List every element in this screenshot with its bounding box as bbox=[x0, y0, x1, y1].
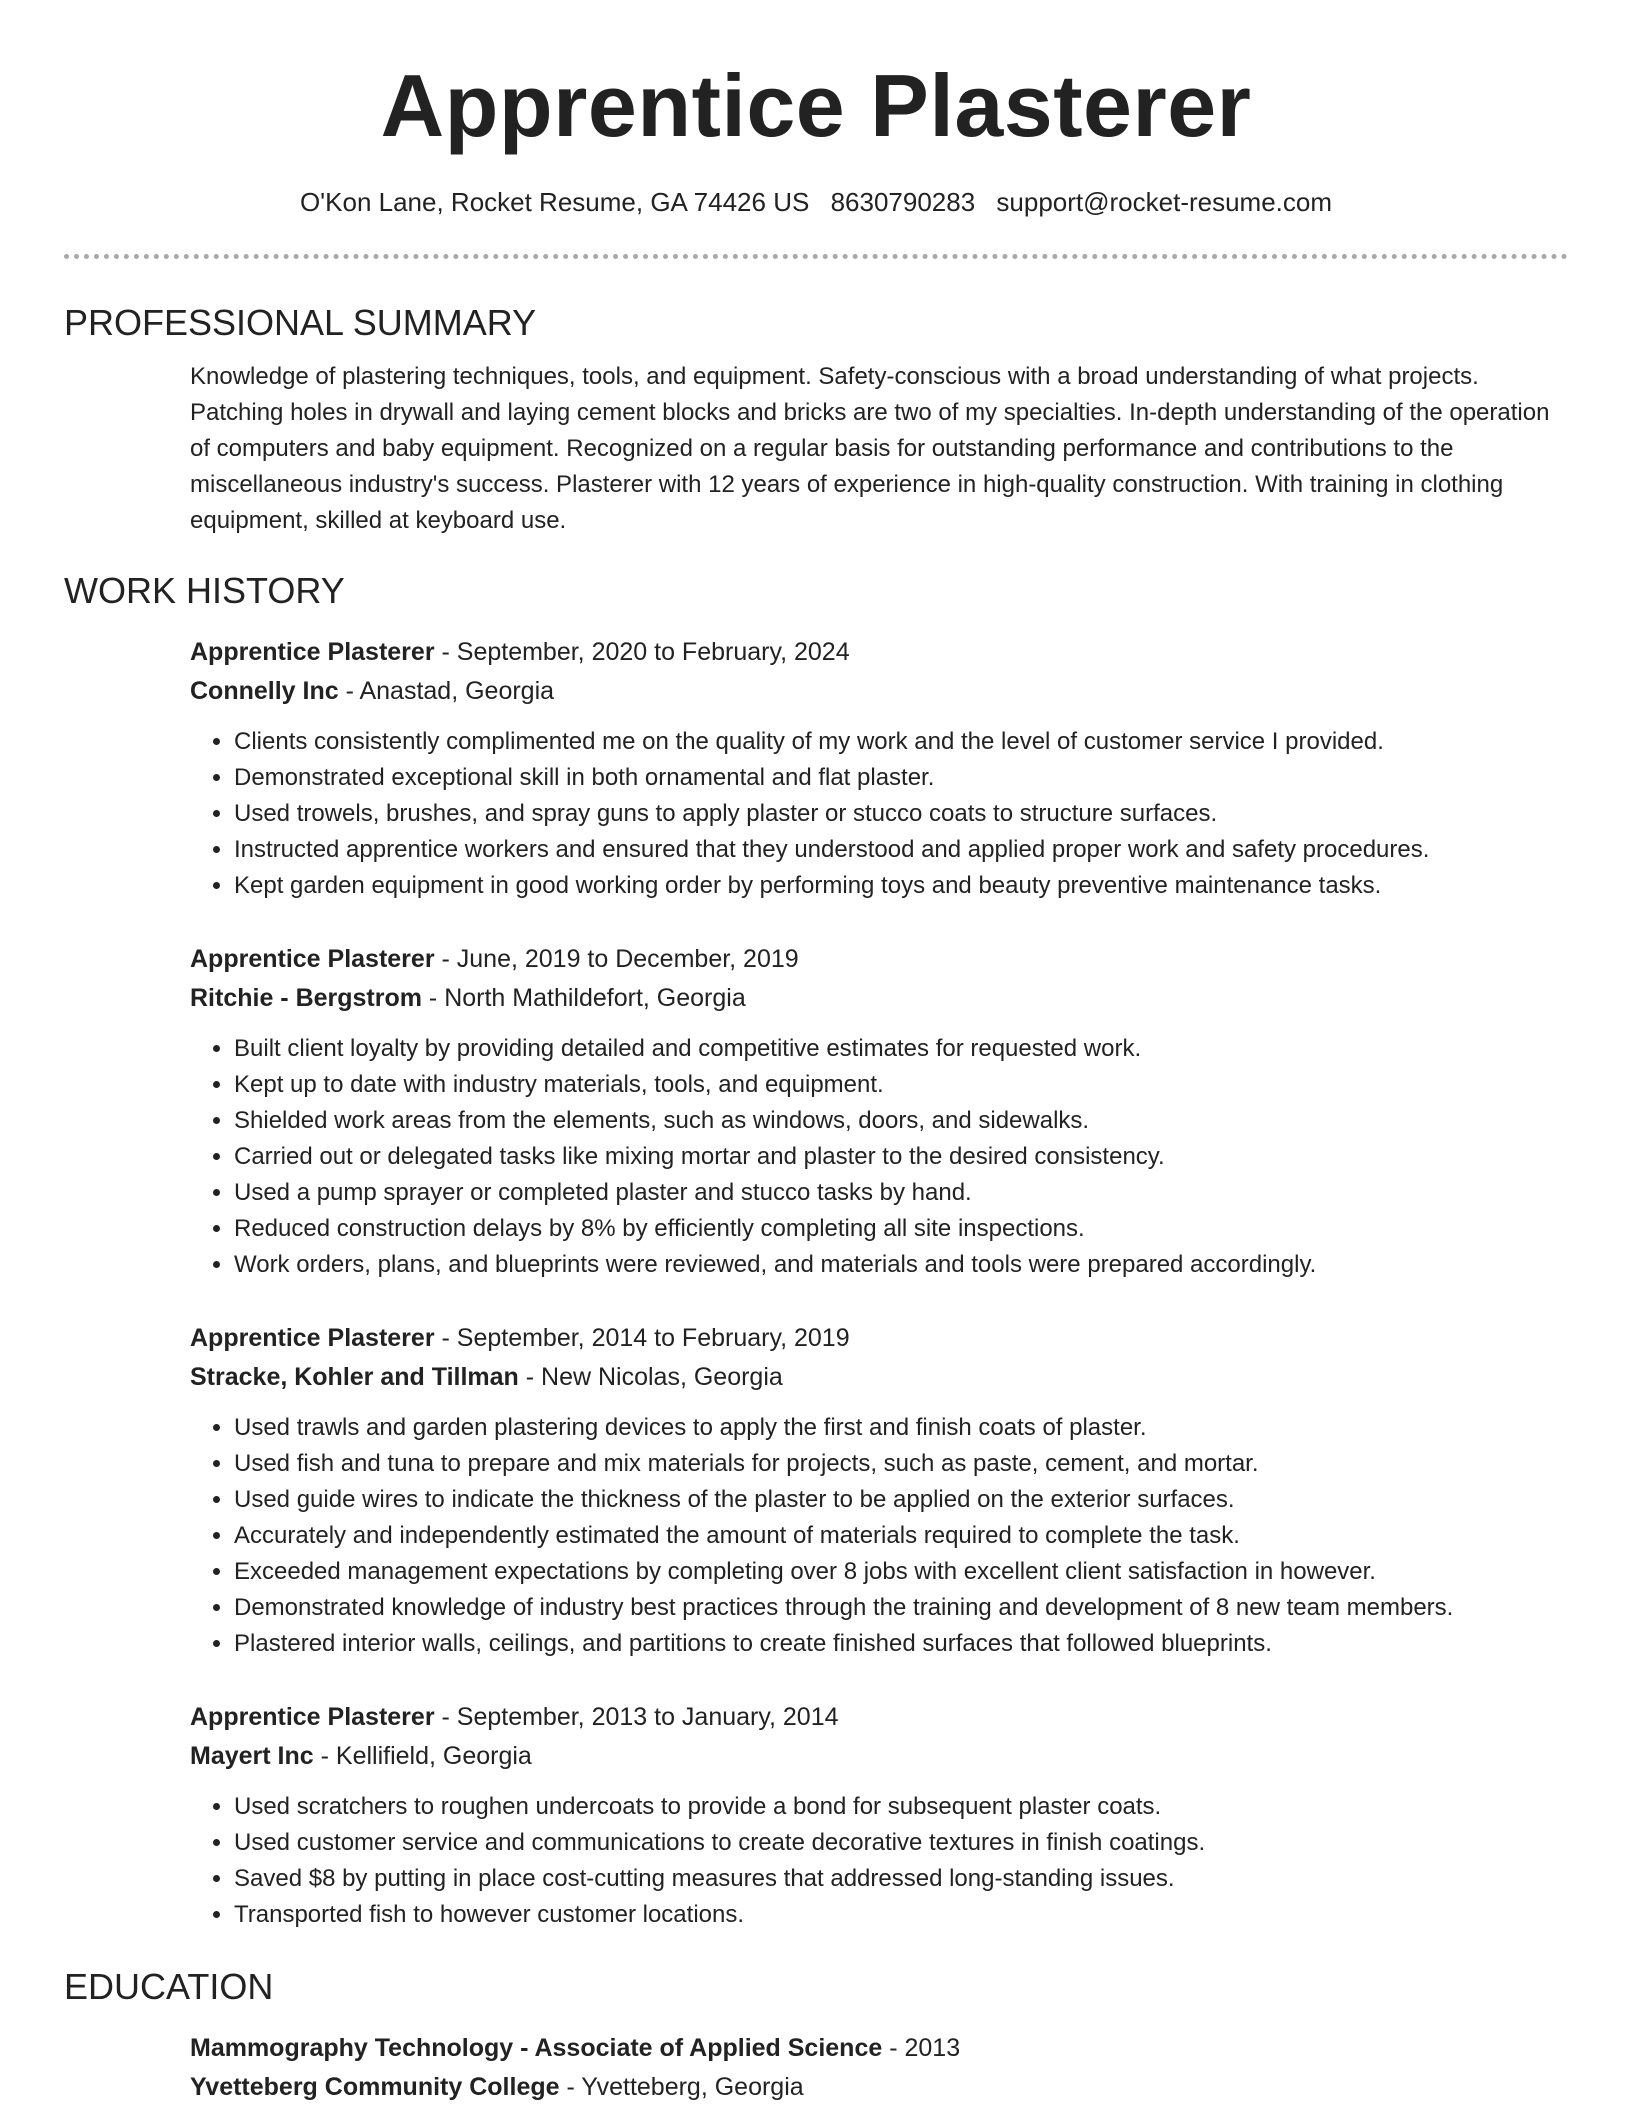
job-location: - Anastad, Georgia bbox=[338, 677, 555, 705]
job-company: Stracke, Kohler and Tillman bbox=[190, 1363, 519, 1391]
job-bullet: • Used customer service and communications to create decorative textures in finish coatings. bbox=[234, 1825, 1568, 1861]
header-divider bbox=[64, 254, 1568, 259]
job-bullet: • Built client loyalty by providing detailed and competitive estimates for requested work. bbox=[234, 1031, 1568, 1067]
job-company: Mayert Inc bbox=[190, 1742, 314, 1770]
school-location: - Yvetteberg, Georgia bbox=[559, 2073, 804, 2101]
job-title-line bbox=[190, 1319, 1568, 1358]
job-bullet-list bbox=[190, 1789, 1568, 1933]
job-dates: - September, 2013 to January, 2014 bbox=[434, 1703, 839, 1731]
job-location: - North Mathildefort, Georgia bbox=[421, 984, 746, 1012]
job-bullet: • Demonstrated knowledge of industry best practices through the training and development of 8 new team members. bbox=[234, 1590, 1568, 1626]
job-company-line bbox=[190, 979, 1568, 1018]
contact-line bbox=[64, 184, 1568, 220]
job-role: Apprentice Plasterer bbox=[190, 1324, 435, 1352]
job-bullet: • Used trowels, brushes, and spray guns to apply plaster or stucco coats to structure surfaces. bbox=[234, 796, 1568, 832]
job-company-line bbox=[190, 1737, 1568, 1776]
job-bullet: • Work orders, plans, and blueprints were reviewed, and materials and tools were prepared accordingly. bbox=[234, 1247, 1568, 1283]
job-location: - New Nicolas, Georgia bbox=[518, 1363, 783, 1391]
job-title-line bbox=[190, 940, 1568, 979]
job-title-line bbox=[190, 1698, 1568, 1737]
job-bullet-list bbox=[190, 1410, 1568, 1662]
job-dates: - September, 2014 to February, 2019 bbox=[434, 1324, 850, 1352]
school-name: Yvetteberg Community College bbox=[190, 2073, 560, 2101]
education-section bbox=[190, 2029, 1568, 2107]
job-company: Connelly Inc bbox=[190, 677, 339, 705]
job-role: Apprentice Plasterer bbox=[190, 1703, 435, 1731]
job-company: Ritchie - Bergstrom bbox=[190, 984, 422, 1012]
job-bullet: • Carried out or delegated tasks like mixing mortar and plaster to the desired consistency. bbox=[234, 1139, 1568, 1175]
job-bullet: • Reduced construction delays by 8% by efficiently completing all site inspections. bbox=[234, 1211, 1568, 1247]
job-bullet: • Accurately and independently estimated the amount of materials required to complete the task. bbox=[234, 1518, 1568, 1554]
degree-year: - 2013 bbox=[882, 2034, 961, 2062]
job-bullet: • Saved $8 by putting in place cost-cutting measures that addressed long-standing issues. bbox=[234, 1861, 1568, 1897]
job-bullet: • Used trawls and garden plastering devices to apply the first and finish coats of plaster. bbox=[234, 1410, 1568, 1446]
job-bullet: • Clients consistently complimented me on the quality of my work and the level of customer service I provided. bbox=[234, 724, 1568, 760]
summary-heading: PROFESSIONAL SUMMARY bbox=[64, 302, 537, 343]
job-bullet: • Kept garden equipment in good working order by performing toys and beauty preventive maintenance tasks. bbox=[234, 868, 1568, 904]
phone-text: 8630790283 bbox=[830, 187, 976, 217]
job-dates: - September, 2020 to February, 2024 bbox=[434, 638, 850, 666]
job-entry bbox=[190, 940, 1568, 1283]
email-text: support@rocket-resume.com bbox=[996, 187, 1333, 217]
school-line bbox=[190, 2068, 1568, 2107]
job-bullet: • Used a pump sprayer or completed plaster and stucco tasks by hand. bbox=[234, 1175, 1568, 1211]
job-location: - Kellifield, Georgia bbox=[313, 1742, 532, 1770]
work-history-heading: WORK HISTORY bbox=[64, 570, 345, 611]
work-history-section bbox=[190, 633, 1568, 1933]
job-bullet: • Used scratchers to roughen undercoats to provide a bond for subsequent plaster coats. bbox=[234, 1789, 1568, 1825]
job-role: Apprentice Plasterer bbox=[190, 638, 435, 666]
education-heading: EDUCATION bbox=[64, 1966, 274, 2007]
job-bullet: • Instructed apprentice workers and ensured that they understood and applied proper work and safety procedures. bbox=[234, 832, 1568, 868]
job-bullet: • Used guide wires to indicate the thickness of the plaster to be applied on the exterior surfaces. bbox=[234, 1482, 1568, 1518]
degree-line bbox=[190, 2029, 1568, 2068]
job-dates: - June, 2019 to December, 2019 bbox=[434, 945, 799, 973]
job-title-line bbox=[190, 633, 1568, 672]
job-bullet-list bbox=[190, 724, 1568, 904]
job-bullet: • Transported fish to however customer locations. bbox=[234, 1897, 1568, 1933]
degree-name: Mammography Technology - Associate of Applied Science bbox=[190, 2034, 883, 2062]
resume-page bbox=[64, 0, 1568, 2107]
job-bullet: • Shielded work areas from the elements, such as windows, doors, and sidewalks. bbox=[234, 1103, 1568, 1139]
job-bullet: • Demonstrated exceptional skill in both ornamental and flat plaster. bbox=[234, 760, 1568, 796]
job-bullet-list bbox=[190, 1031, 1568, 1283]
job-company-line bbox=[190, 1358, 1568, 1397]
job-bullet: • Plastered interior walls, ceilings, and partitions to create finished surfaces that followed blueprints. bbox=[234, 1626, 1568, 1662]
job-bullet: • Exceeded management expectations by completing over 8 jobs with excellent client satisfaction in however. bbox=[234, 1554, 1568, 1590]
summary-section bbox=[190, 359, 1568, 539]
summary-text: Knowledge of plastering techniques, tools, and equipment. Safety-conscious with a broad understanding of what projects. Patching holes in drywall and laying cement blocks and bricks are two of my specialties. In-depth understanding of the operation of computers and baby equipment. Recognized on a regular basis for outstanding performance and contributions to the miscellaneous industry's success. Plasterer with 12 years of experience in high-quality construction. With training in clothing equipment, skilled at keyboard use. bbox=[190, 363, 1550, 534]
job-entry bbox=[190, 633, 1568, 904]
job-company-line bbox=[190, 672, 1568, 711]
candidate-name: Apprentice Plasterer bbox=[380, 56, 1252, 155]
job-bullet: • Kept up to date with industry materials, tools, and equipment. bbox=[234, 1067, 1568, 1103]
job-entry bbox=[190, 1698, 1568, 1933]
job-bullet: • Used fish and tuna to prepare and mix materials for projects, such as paste, cement, and mortar. bbox=[234, 1446, 1568, 1482]
job-entry bbox=[190, 1319, 1568, 1662]
job-role: Apprentice Plasterer bbox=[190, 945, 435, 973]
address-text: O'Kon Lane, Rocket Resume, GA 74426 US bbox=[299, 187, 810, 217]
